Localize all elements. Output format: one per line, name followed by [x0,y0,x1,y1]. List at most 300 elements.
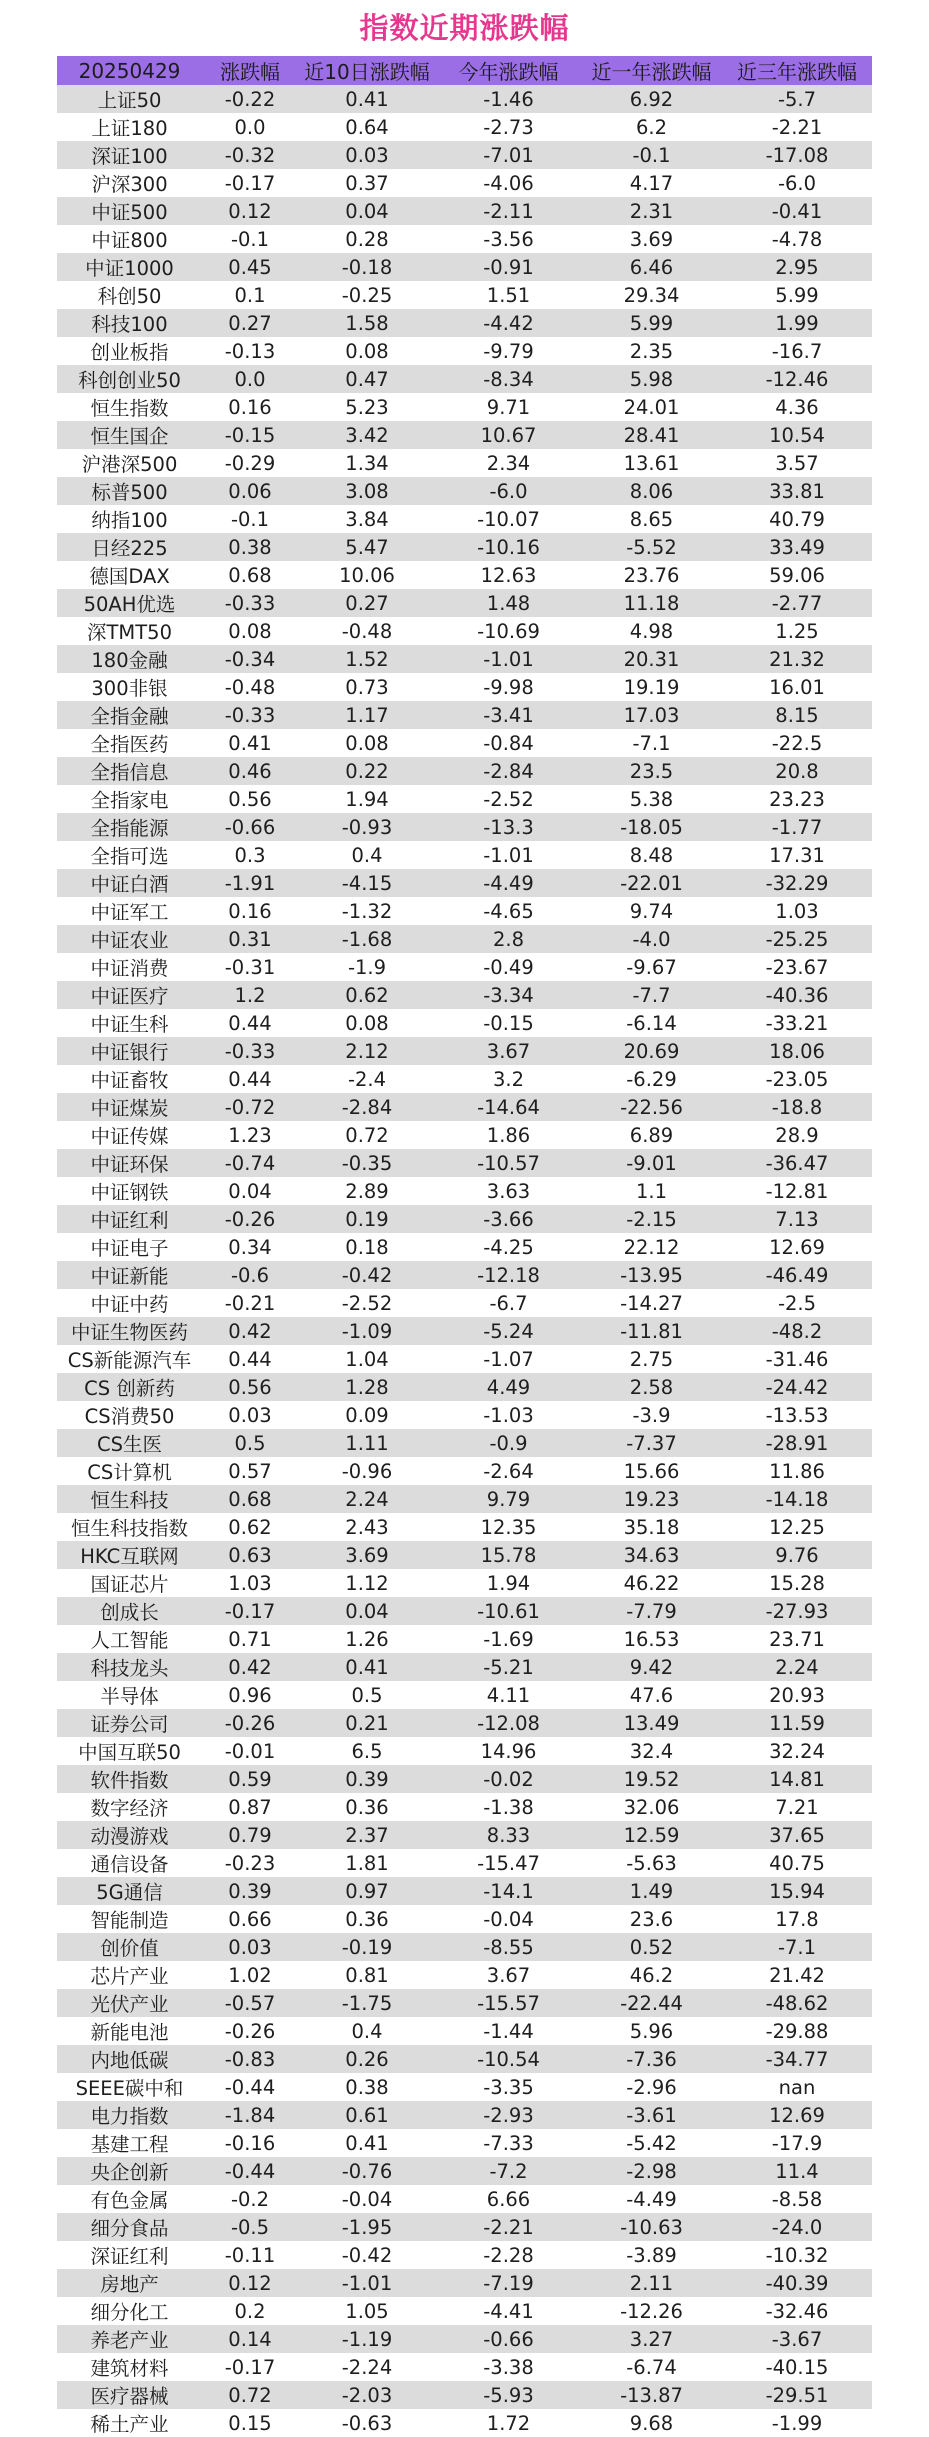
ten-day-change-cell: 3.69 [298,1541,436,1569]
index-name-cell: 医疗器械 [57,2381,202,2409]
daily-change-cell: -0.48 [202,673,298,701]
three-year-change-cell: -32.29 [722,869,872,897]
one-year-change-cell: 4.17 [581,169,722,197]
one-year-change-cell: 13.49 [581,1709,722,1737]
index-name-cell: 中证环保 [57,1149,202,1177]
three-year-change-cell: 23.71 [722,1625,872,1653]
one-year-change-cell: -14.27 [581,1289,722,1317]
three-year-change-cell: -40.15 [722,2353,872,2381]
index-name-cell: 恒生指数 [57,393,202,421]
ytd-change-cell: -1.03 [436,1401,581,1429]
daily-change-cell: -0.23 [202,1849,298,1877]
three-year-change-cell: -1.99 [722,2409,872,2437]
one-year-change-cell: 4.98 [581,617,722,645]
ten-day-change-cell: 0.36 [298,1905,436,1933]
three-year-change-cell: 23.23 [722,785,872,813]
three-year-change-cell: 11.86 [722,1457,872,1485]
ten-day-change-cell: 0.39 [298,1765,436,1793]
daily-change-cell: 0.1 [202,281,298,309]
ten-day-change-cell: -0.93 [298,813,436,841]
ytd-change-cell: 3.67 [436,1037,581,1065]
one-year-change-cell: -6.14 [581,1009,722,1037]
ytd-change-cell: -10.57 [436,1149,581,1177]
daily-change-cell: -0.22 [202,85,298,113]
one-year-change-cell: -3.61 [581,2101,722,2129]
three-year-change-cell: 7.13 [722,1205,872,1233]
ten-day-change-cell: -2.84 [298,1093,436,1121]
index-name-cell: 动漫游戏 [57,1821,202,1849]
daily-change-cell: -0.13 [202,337,298,365]
ytd-change-cell: 15.78 [436,1541,581,1569]
ten-day-change-cell: 0.41 [298,85,436,113]
three-year-change-cell: -23.67 [722,953,872,981]
ten-day-change-cell: -1.32 [298,897,436,925]
one-year-change-cell: -2.15 [581,1205,722,1233]
three-year-change-cell: -32.46 [722,2297,872,2325]
ytd-change-cell: -0.84 [436,729,581,757]
three-year-change-cell: 3.57 [722,449,872,477]
one-year-change-cell: -5.42 [581,2129,722,2157]
table-row [57,1317,872,1345]
daily-change-cell: 0.46 [202,757,298,785]
three-year-change-cell: 5.99 [722,281,872,309]
index-name-cell: 国证芯片 [57,1569,202,1597]
index-name-cell: 全指家电 [57,785,202,813]
one-year-change-cell: 19.52 [581,1765,722,1793]
one-year-change-cell: 2.75 [581,1345,722,1373]
table-row [57,1597,872,1625]
one-year-change-cell: 29.34 [581,281,722,309]
table-row [57,729,872,757]
three-year-change-cell: -24.0 [722,2213,872,2241]
daily-change-cell: -0.31 [202,953,298,981]
ytd-change-cell: -9.79 [436,337,581,365]
daily-change-cell: -0.32 [202,141,298,169]
ytd-change-cell: -0.66 [436,2325,581,2353]
ten-day-change-cell: 0.19 [298,1205,436,1233]
ten-day-change-cell: 0.27 [298,589,436,617]
three-year-change-cell: 37.65 [722,1821,872,1849]
three-year-change-cell: -18.8 [722,1093,872,1121]
ytd-change-cell: -12.18 [436,1261,581,1289]
ten-day-change-cell: 10.06 [298,561,436,589]
ten-day-change-cell: -0.35 [298,1149,436,1177]
ten-day-change-cell: 2.24 [298,1485,436,1513]
ten-day-change-cell: 0.22 [298,757,436,785]
three-year-change-cell: -29.51 [722,2381,872,2409]
three-year-change-cell: -27.93 [722,1597,872,1625]
ytd-change-cell: -10.69 [436,617,581,645]
ten-day-change-cell: 0.97 [298,1877,436,1905]
one-year-change-cell: -6.74 [581,2353,722,2381]
ten-day-change-cell: 0.09 [298,1401,436,1429]
ytd-change-cell: 4.11 [436,1681,581,1709]
ytd-change-cell: 9.71 [436,393,581,421]
one-year-change-cell: -9.67 [581,953,722,981]
daily-change-cell: 0.59 [202,1765,298,1793]
three-year-change-cell: -7.1 [722,1933,872,1961]
daily-change-cell: -0.2 [202,2185,298,2213]
table-row [57,925,872,953]
three-year-change-cell: -29.88 [722,2017,872,2045]
daily-change-cell: 0.56 [202,1373,298,1401]
table-row [57,673,872,701]
table-row [57,1289,872,1317]
three-year-change-cell: -2.77 [722,589,872,617]
index-name-cell: 中证军工 [57,897,202,925]
table-row [57,113,872,141]
daily-change-cell: 0.2 [202,2297,298,2325]
ten-day-change-cell: 0.04 [298,197,436,225]
ytd-change-cell: -1.44 [436,2017,581,2045]
table-row [57,505,872,533]
one-year-change-cell: -10.63 [581,2213,722,2241]
daily-change-cell: 0.57 [202,1457,298,1485]
one-year-change-cell: 13.61 [581,449,722,477]
ten-day-change-cell: -0.76 [298,2157,436,2185]
table-row [57,981,872,1009]
ten-day-change-cell: 0.37 [298,169,436,197]
daily-change-cell: 0.44 [202,1065,298,1093]
daily-change-cell: 0.12 [202,197,298,225]
three-year-change-cell: 33.49 [722,533,872,561]
index-name-cell: 沪深300 [57,169,202,197]
table-row [57,1149,872,1177]
table-row [57,1513,872,1541]
index-name-cell: 日经225 [57,533,202,561]
three-year-change-cell: 1.99 [722,309,872,337]
three-year-change-cell: 15.94 [722,1877,872,1905]
table-row [57,225,872,253]
table-row [57,281,872,309]
ten-day-change-cell: 0.61 [298,2101,436,2129]
daily-change-cell: -0.11 [202,2241,298,2269]
table-row [57,1429,872,1457]
index-name-cell: 全指金融 [57,701,202,729]
daily-change-cell: 0.15 [202,2409,298,2437]
index-name-cell: 180金融 [57,645,202,673]
index-name-cell: 证券公司 [57,1709,202,1737]
header-3year-change: 近三年涨跌幅 [722,56,872,85]
table-row [57,2409,872,2437]
daily-change-cell: 0.68 [202,561,298,589]
daily-change-cell: -0.44 [202,2073,298,2101]
table-row [57,1709,872,1737]
ten-day-change-cell: 1.34 [298,449,436,477]
table-row [57,757,872,785]
ytd-change-cell: 2.34 [436,449,581,477]
table-row [57,2269,872,2297]
index-name-cell: 光伏产业 [57,1989,202,2017]
ytd-change-cell: -6.0 [436,477,581,505]
index-name-cell: 中证红利 [57,1205,202,1233]
ytd-change-cell: -1.69 [436,1625,581,1653]
daily-change-cell: -0.44 [202,2157,298,2185]
daily-change-cell: 0.12 [202,2269,298,2297]
table-row [57,449,872,477]
one-year-change-cell: -13.87 [581,2381,722,2409]
daily-change-cell: 0.63 [202,1541,298,1569]
index-name-cell: 恒生科技 [57,1485,202,1513]
one-year-change-cell: 16.53 [581,1625,722,1653]
table-row [57,701,872,729]
table-row [57,1905,872,1933]
ten-day-change-cell: 5.23 [298,393,436,421]
one-year-change-cell: 23.5 [581,757,722,785]
ytd-change-cell: 14.96 [436,1737,581,1765]
daily-change-cell: 0.08 [202,617,298,645]
one-year-change-cell: 19.23 [581,1485,722,1513]
index-name-cell: 央企创新 [57,2157,202,2185]
three-year-change-cell: 1.25 [722,617,872,645]
daily-change-cell: 0.16 [202,897,298,925]
table-row [57,253,872,281]
index-name-cell: 新能电池 [57,2017,202,2045]
ten-day-change-cell: 1.52 [298,645,436,673]
ytd-change-cell: 3.63 [436,1177,581,1205]
index-name-cell: 内地低碳 [57,2045,202,2073]
three-year-change-cell: 21.32 [722,645,872,673]
ytd-change-cell: -3.56 [436,225,581,253]
ytd-change-cell: -9.98 [436,673,581,701]
index-name-cell: CS生医 [57,1429,202,1457]
table-row [57,897,872,925]
index-name-cell: 建筑材料 [57,2353,202,2381]
table-row [57,1401,872,1429]
three-year-change-cell: -25.25 [722,925,872,953]
ytd-change-cell: -2.21 [436,2213,581,2241]
ten-day-change-cell: 0.64 [298,113,436,141]
index-name-cell: 通信设备 [57,1849,202,1877]
ten-day-change-cell: 1.81 [298,1849,436,1877]
three-year-change-cell: -10.32 [722,2241,872,2269]
table-header [57,56,872,85]
ytd-change-cell: -3.66 [436,1205,581,1233]
table-row [57,1793,872,1821]
three-year-change-cell: 8.15 [722,701,872,729]
daily-change-cell: 0.04 [202,1177,298,1205]
daily-change-cell: 0.14 [202,2325,298,2353]
index-name-cell: 科技100 [57,309,202,337]
three-year-change-cell: -40.39 [722,2269,872,2297]
daily-change-cell: -0.26 [202,1205,298,1233]
ytd-change-cell: 1.94 [436,1569,581,1597]
one-year-change-cell: 6.46 [581,253,722,281]
daily-change-cell: -0.57 [202,1989,298,2017]
ytd-change-cell: 12.63 [436,561,581,589]
table-row [57,1989,872,2017]
three-year-change-cell: 2.24 [722,1653,872,1681]
table-row [57,337,872,365]
ten-day-change-cell: -0.18 [298,253,436,281]
ten-day-change-cell: 1.58 [298,309,436,337]
table-row [57,841,872,869]
header-row [57,56,872,85]
three-year-change-cell: 20.8 [722,757,872,785]
daily-change-cell: -0.17 [202,2353,298,2381]
ytd-change-cell: -10.54 [436,2045,581,2073]
table-row [57,2101,872,2129]
daily-change-cell: 0.71 [202,1625,298,1653]
three-year-change-cell: -12.46 [722,365,872,393]
ten-day-change-cell: 1.12 [298,1569,436,1597]
daily-change-cell: -0.66 [202,813,298,841]
index-name-cell: 中证生物医药 [57,1317,202,1345]
index-name-cell: 纳指100 [57,505,202,533]
ten-day-change-cell: 0.08 [298,729,436,757]
three-year-change-cell: -6.0 [722,169,872,197]
ytd-change-cell: -2.93 [436,2101,581,2129]
index-name-cell: 基建工程 [57,2129,202,2157]
ytd-change-cell: -4.25 [436,1233,581,1261]
table-row [57,1821,872,1849]
three-year-change-cell: 28.9 [722,1121,872,1149]
ytd-change-cell: -8.34 [436,365,581,393]
ten-day-change-cell: 0.04 [298,1597,436,1625]
ytd-change-cell: -5.24 [436,1317,581,1345]
ytd-change-cell: -7.33 [436,2129,581,2157]
index-name-cell: 中证生科 [57,1009,202,1037]
header-daily-change: 涨跌幅 [202,56,298,85]
table-row [57,1261,872,1289]
daily-change-cell: 1.02 [202,1961,298,1989]
table-row [57,1093,872,1121]
ytd-change-cell: -0.04 [436,1905,581,1933]
three-year-change-cell: 32.24 [722,1737,872,1765]
three-year-change-cell: -5.7 [722,85,872,113]
three-year-change-cell: 40.79 [722,505,872,533]
one-year-change-cell: -2.96 [581,2073,722,2101]
ten-day-change-cell: 3.08 [298,477,436,505]
three-year-change-cell: 11.59 [722,1709,872,1737]
three-year-change-cell: 21.42 [722,1961,872,1989]
table-row [57,2325,872,2353]
table-row [57,1037,872,1065]
ytd-change-cell: -10.07 [436,505,581,533]
ytd-change-cell: -7.19 [436,2269,581,2297]
index-name-cell: 芯片产业 [57,1961,202,1989]
daily-change-cell: 0.39 [202,1877,298,1905]
daily-change-cell: 0.96 [202,1681,298,1709]
ytd-change-cell: -2.11 [436,197,581,225]
ytd-change-cell: -3.38 [436,2353,581,2381]
index-name-cell: 中证畜牧 [57,1065,202,1093]
ten-day-change-cell: 1.17 [298,701,436,729]
one-year-change-cell: -7.7 [581,981,722,1009]
index-name-cell: 中证500 [57,197,202,225]
ten-day-change-cell: 0.73 [298,673,436,701]
one-year-change-cell: 22.12 [581,1233,722,1261]
table-row [57,1205,872,1233]
ytd-change-cell: 8.33 [436,1821,581,1849]
ytd-change-cell: -14.64 [436,1093,581,1121]
table-row [57,869,872,897]
daily-change-cell: -0.33 [202,701,298,729]
ten-day-change-cell: -0.25 [298,281,436,309]
three-year-change-cell: -14.18 [722,1485,872,1513]
daily-change-cell: 0.62 [202,1513,298,1541]
three-year-change-cell: -4.78 [722,225,872,253]
daily-change-cell: 0.3 [202,841,298,869]
daily-change-cell: -0.72 [202,1093,298,1121]
one-year-change-cell: 20.31 [581,645,722,673]
ten-day-change-cell: -1.75 [298,1989,436,2017]
daily-change-cell: 0.68 [202,1485,298,1513]
index-name-cell: 细分食品 [57,2213,202,2241]
ytd-change-cell: 1.72 [436,2409,581,2437]
index-name-cell: 全指医药 [57,729,202,757]
daily-change-cell: 1.03 [202,1569,298,1597]
one-year-change-cell: -5.63 [581,1849,722,1877]
three-year-change-cell: -24.42 [722,1373,872,1401]
daily-change-cell: 0.0 [202,113,298,141]
ytd-change-cell: -3.34 [436,981,581,1009]
one-year-change-cell: -18.05 [581,813,722,841]
index-name-cell: 5G通信 [57,1877,202,1905]
table-row [57,365,872,393]
table-row [57,2185,872,2213]
one-year-change-cell: 1.1 [581,1177,722,1205]
table-row [57,1681,872,1709]
table-row [57,2213,872,2241]
ytd-change-cell: -10.61 [436,1597,581,1625]
ytd-change-cell: -3.35 [436,2073,581,2101]
header-date: 20250429 [57,56,202,85]
table-row [57,1569,872,1597]
three-year-change-cell: 12.69 [722,2101,872,2129]
three-year-change-cell: 12.69 [722,1233,872,1261]
index-name-cell: 中证银行 [57,1037,202,1065]
ytd-change-cell: -0.91 [436,253,581,281]
daily-change-cell: -1.84 [202,2101,298,2129]
one-year-change-cell: 5.98 [581,365,722,393]
one-year-change-cell: 8.48 [581,841,722,869]
one-year-change-cell: 2.11 [581,2269,722,2297]
table-row [57,2045,872,2073]
daily-change-cell: 0.79 [202,1821,298,1849]
table-row [57,197,872,225]
ten-day-change-cell: 0.47 [298,365,436,393]
three-year-change-cell: 4.36 [722,393,872,421]
table-row [57,1933,872,1961]
index-name-cell: 房地产 [57,2269,202,2297]
ytd-change-cell: 1.86 [436,1121,581,1149]
one-year-change-cell: 3.69 [581,225,722,253]
ytd-change-cell: -0.9 [436,1429,581,1457]
index-name-cell: 深证100 [57,141,202,169]
ytd-change-cell: -4.49 [436,869,581,897]
one-year-change-cell: 23.6 [581,1905,722,1933]
three-year-change-cell: 11.4 [722,2157,872,2185]
three-year-change-cell: -28.91 [722,1429,872,1457]
index-name-cell: 养老产业 [57,2325,202,2353]
daily-change-cell: 0.38 [202,533,298,561]
ten-day-change-cell: -0.42 [298,1261,436,1289]
index-name-cell: 恒生国企 [57,421,202,449]
index-name-cell: CS计算机 [57,1457,202,1485]
ytd-change-cell: -3.41 [436,701,581,729]
ten-day-change-cell: 0.36 [298,1793,436,1821]
ten-day-change-cell: 3.42 [298,421,436,449]
ytd-change-cell: -1.46 [436,85,581,113]
index-name-cell: 中证1000 [57,253,202,281]
three-year-change-cell: -46.49 [722,1261,872,1289]
table-row [57,813,872,841]
one-year-change-cell: -6.29 [581,1065,722,1093]
table-row [57,477,872,505]
ytd-change-cell: -4.42 [436,309,581,337]
index-name-cell: 中证农业 [57,925,202,953]
